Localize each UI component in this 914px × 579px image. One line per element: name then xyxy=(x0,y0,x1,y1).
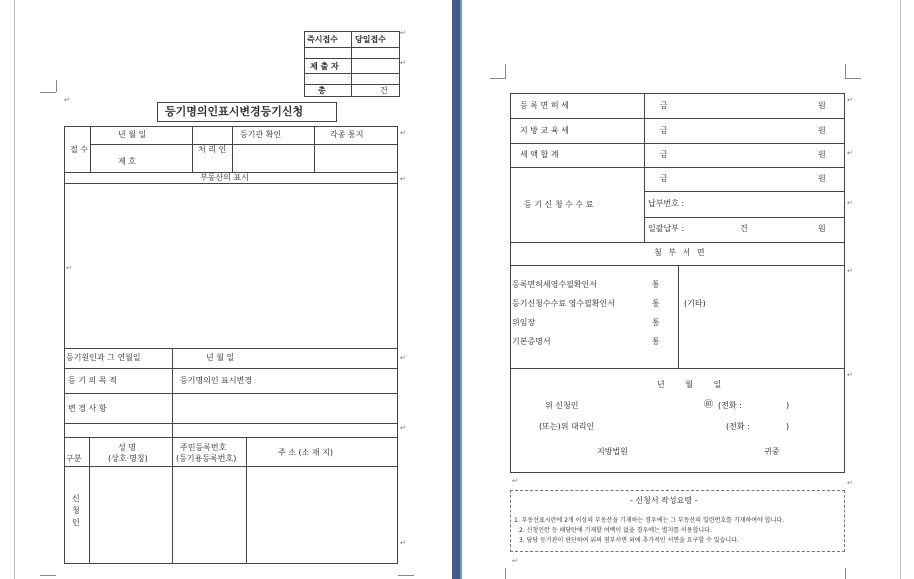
application-form-table xyxy=(64,126,398,564)
fee-unit-3: 원 xyxy=(818,150,826,159)
attachment-name-2: 등기신청수수료 영수필확인서 xyxy=(512,299,616,308)
crop-mark xyxy=(398,575,414,576)
notices-label: 각종 통지 xyxy=(330,130,364,139)
reception-number: 제 호 xyxy=(118,157,136,166)
property-header: 부동산의 표시 xyxy=(200,173,249,182)
fee-label-3: 세 액 합 계 xyxy=(520,150,559,159)
paragraph-mark: ↵ xyxy=(400,29,406,37)
addressee-label: 귀중 xyxy=(764,447,780,456)
reception-label: 접 수 xyxy=(70,145,88,154)
paragraph-mark: ↵ xyxy=(847,149,853,157)
attachment-unit-2: 통 xyxy=(652,299,660,308)
page-title: 등기명의인표시변경등기신청 xyxy=(165,105,304,118)
paragraph-mark: ↵ xyxy=(400,539,406,547)
paragraph-mark: ↵ xyxy=(64,96,70,104)
crop-mark xyxy=(40,92,56,93)
paragraph-mark: ↵ xyxy=(847,96,853,104)
attachment-unit-1: 통 xyxy=(652,280,660,289)
name-sub-header: (상호·명칭) xyxy=(108,454,148,463)
applicant-phone-end: ) xyxy=(786,401,790,410)
submitter-label: 제 출 자 xyxy=(310,62,339,71)
fee-unit-2: 원 xyxy=(818,126,826,135)
fee-prefix-2: 금 xyxy=(660,126,668,135)
bulk-payment-won-unit: 원 xyxy=(818,224,826,233)
count-unit: 건 xyxy=(380,86,388,95)
reception-date: 년 월 일 xyxy=(118,130,147,139)
applicant-phone-label: (전화 : xyxy=(718,401,742,410)
attachment-unit-3: 통 xyxy=(652,318,660,327)
bulk-payment-label: 일괄납부 : xyxy=(648,224,685,233)
writing-guide-item-2: 2. 신청인란 등 해당란에 기재할 여백이 없을 경우에는 별지를 이용합니다. xyxy=(519,527,712,534)
agent-signature-label: (또는)위 대리인 xyxy=(539,422,595,431)
crop-mark xyxy=(845,568,846,579)
writing-guide-title: - 신청서 작성요령 - xyxy=(630,496,698,505)
cause-date: 년 월 일 xyxy=(206,353,235,362)
fee-prefix-3: 금 xyxy=(660,150,668,159)
fee-prefix-1: 금 xyxy=(660,101,668,110)
bulk-payment-count-unit: 건 xyxy=(740,224,748,233)
id-number-header: 주민등록번호 xyxy=(180,443,227,452)
change-label: 변 경 사 항 xyxy=(68,404,107,413)
paragraph-mark: ↵ xyxy=(400,424,406,432)
applicant-signature-label: 위 신청인 xyxy=(545,401,579,410)
paragraph-mark: ↵ xyxy=(847,199,853,207)
paragraph-mark: ↵ xyxy=(400,354,406,362)
applicant-label-char-1: 신 xyxy=(72,494,80,503)
crop-mark xyxy=(40,575,56,576)
purpose-value: 등기명의인 표시변경 xyxy=(180,376,253,385)
crop-mark xyxy=(845,64,846,78)
fee-unit-1: 원 xyxy=(818,101,826,110)
paragraph-mark: ↵ xyxy=(66,264,72,272)
attachment-name-1: 등록면허세영수필확인서 xyxy=(512,280,598,289)
payment-number-label: 납부번호 : xyxy=(648,199,685,208)
registration-fee-prefix: 금 xyxy=(660,174,668,183)
agent-phone-label: (전화 : xyxy=(726,422,750,431)
applicant-label-char-3: 인 xyxy=(72,518,80,527)
paragraph-mark: ↵ xyxy=(847,479,853,487)
left-page-edge xyxy=(14,0,15,579)
registration-fee-unit: 원 xyxy=(818,174,826,183)
same-day-receipt-label: 당일접수 xyxy=(355,35,386,44)
signature-date: 년 월 일 xyxy=(657,380,722,389)
address-header: 주 소 (소 재 지) xyxy=(278,448,334,457)
other-attachments-label: (기타) xyxy=(684,299,706,308)
applicant-label-char-2: 청 xyxy=(72,506,80,515)
processing-label: 처 리 인 xyxy=(198,145,227,154)
seal-icon: ㊞ xyxy=(704,400,714,410)
page-separator-shade xyxy=(460,0,462,579)
crop-mark xyxy=(505,568,506,579)
paragraph-mark: ↵ xyxy=(847,267,853,275)
crop-mark xyxy=(490,78,506,79)
purpose-label: 등 기 의 목 적 xyxy=(68,376,117,385)
category-header: 구분 xyxy=(66,454,82,463)
attachment-unit-4: 통 xyxy=(652,337,660,346)
paragraph-mark: ↵ xyxy=(400,129,406,137)
cause-label: 등기원인과 그 연월일 xyxy=(66,353,141,362)
registrar-check-label: 등기관 확인 xyxy=(240,130,282,139)
fee-label-2: 지 방 교 육 세 xyxy=(520,126,569,135)
court-label: 지방법원 xyxy=(597,447,628,456)
writing-guide-item-3: 3. 담당 등기관이 판단하여 위의 첨부서면 외에 추가적인 서면을 요구할 수 있습니다. xyxy=(519,537,739,544)
attachment-name-4: 기본증명서 xyxy=(512,337,551,346)
paragraph-mark: ↵ xyxy=(512,557,518,565)
right-page-edge xyxy=(900,0,901,579)
attachment-name-3: 위임장 xyxy=(512,318,536,327)
instant-receipt-label: 즉시접수 xyxy=(307,35,338,44)
writing-guide-item-1: 1. 부동산표시란에 2개 이상의 부동산을 기재하는 경우에는 그 부동산의 일련번호를 기재하여야 합니다. xyxy=(514,517,785,524)
id-number-sub-header: (등기용등록번호) xyxy=(176,454,237,463)
crop-mark xyxy=(845,78,861,79)
name-header: 성 명 xyxy=(118,443,136,452)
fee-label-1: 등 록 면 허 세 xyxy=(520,101,569,110)
paragraph-mark: ↵ xyxy=(400,59,406,67)
page-separator xyxy=(452,0,460,579)
paragraph-mark: ↵ xyxy=(512,477,518,485)
registration-fee-label: 등 기 신 청 수 수 료 xyxy=(524,200,594,209)
paragraph-mark: ↵ xyxy=(400,175,406,183)
paragraph-mark: ↵ xyxy=(847,371,853,379)
crop-mark xyxy=(56,80,57,92)
agent-phone-end: ) xyxy=(786,422,790,431)
crop-mark xyxy=(505,64,506,78)
total-label: 총 xyxy=(318,86,326,95)
attachments-header: 첨 부 서 면 xyxy=(654,248,707,257)
